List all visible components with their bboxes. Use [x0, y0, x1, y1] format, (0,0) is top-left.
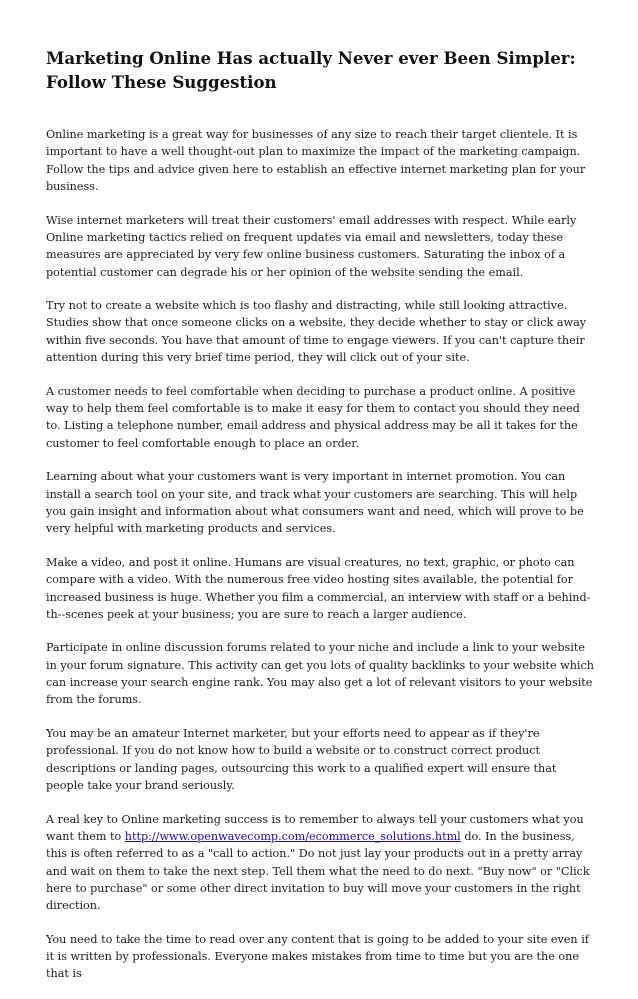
paragraph-customer-research: Learning about what your customers want is very important in internet promotion. You can install a search tool on your site, and track what your customers are searching. This will help you gain insight and information about what consumers want and need, which will prove to be very helpful with marketing products and services. [46, 470, 584, 536]
paragraph-professional: You may be an amateur Internet marketer, but your efforts need to appear as if they're professional. If you do not know how to build a website or to construct correct product descriptions or landing pages, outsourcing this work to a qualified expert will ensure that people take your brand seriously. [46, 726, 557, 792]
ecommerce-solutions-link[interactable]: http://www.openwavecomp.com/ecommerce_solutions.html [124, 829, 461, 843]
document-page [46, 46, 594, 999]
paragraph-customer-comfort: A customer needs to feel comfortable when deciding to purchase a product online. A positive way to help them feel comfortable is to make it easy for them to contact you should they need to. Listing a telephone number, email address and physical address may be all it takes for the customer to feel comfortable enough to place an order. [46, 384, 580, 450]
document-title: Marketing Online Has actually Never ever Been Simpler: Follow These Suggestion [46, 48, 576, 92]
paragraph-email: Wise internet marketers will treat their customers' email addresses with respect. While early Online marketing tactics relied on frequent updates via email and newsletters, today these measures are appreciated by very few online business customers. Saturating the inbox of a potential customer can degrade his or her opinion of the website sending the email. [46, 213, 577, 279]
paragraph-website-design: Try not to create a website which is too flashy and distracting, while still looking attractive. Studies show that once someone clicks on a website, they decide whether to stay or click away within five seconds. You have that amount of time to engage viewers. If you can't capture their attention during this very brief time period, they will click out of your site. [46, 299, 587, 365]
paragraph-forums: Participate in online discussion forums related to your niche and include a link to your website in your forum signature. This activity can get you lots of quality backlinks to your website which can increase your search engine rank. You may also get a lot of relevant visitors to your website from the forums. [46, 641, 594, 707]
paragraph-intro: Online marketing is a great way for businesses of any size to reach their target clientele. It is important to have a well thought-out plan to maximize the impact of the marketing campaign. Follow the tips and advice given here to establish an effective internet marketing plan for your business. [46, 128, 586, 194]
paragraph-call-to-action [46, 811, 594, 915]
paragraph-video: Make a video, and post it online. Humans are visual creatures, no text, graphic, or photo can compare with a video. With the numerous free video hosting sites available, the potential for increased business is huge. Whether you film a commercial, an interview with staff or a behind-th--scenes peek at your business; you are sure to reach a larger audience. [46, 555, 591, 621]
paragraph-content-review: You need to take the time to read over any content that is going to be added to your site even if it is written by professionals. Everyone makes mistakes from time to time but you are the one that is [46, 932, 589, 981]
call-to-action-text-after: do. In the business, this is often referred to as a "call to action." Do not just lay your products out in a pretty array and wait on them to take the next step. Tell them what the need to do next. "Buy now" or "Click here to purchase" or some other direct invitation to buy will move your customers in the right direction. [46, 829, 590, 913]
call-to-action-text-before: A real key to Online marketing success is to remember to always tell your customers what you want them to [46, 812, 584, 843]
